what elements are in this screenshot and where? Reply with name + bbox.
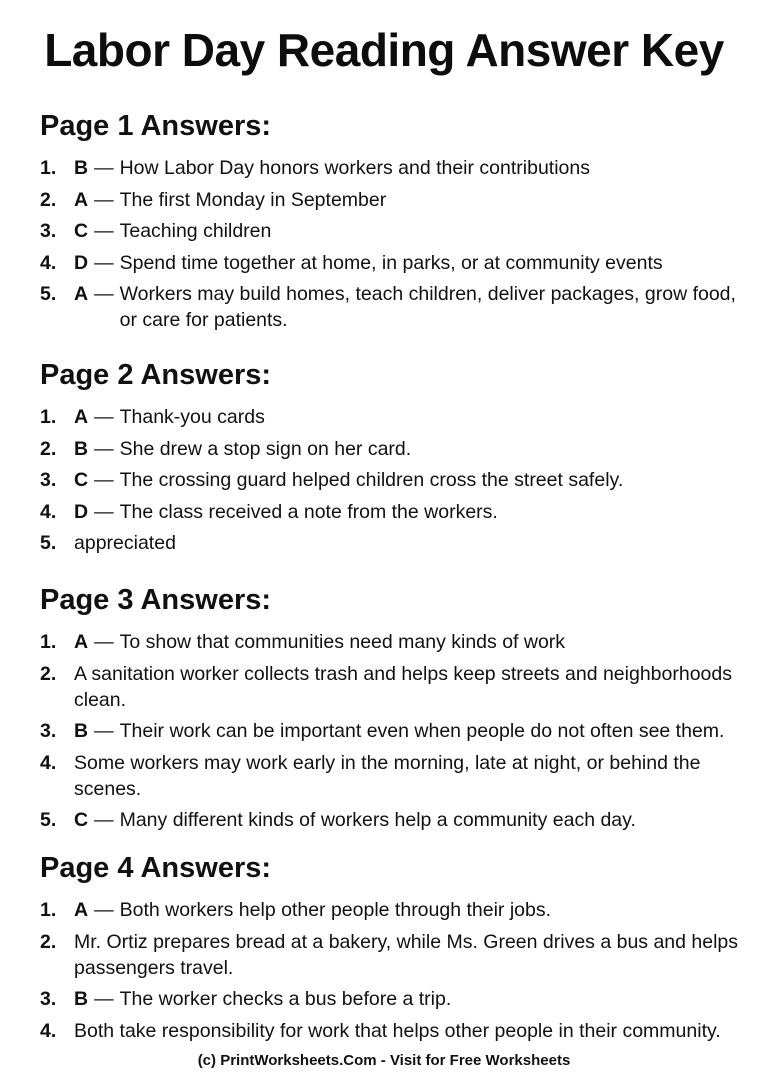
- answer-body: [74, 530, 176, 556]
- answer-number: 1.: [40, 157, 57, 179]
- answer-dash: —: [94, 899, 114, 921]
- answer-list: [40, 155, 740, 333]
- answer-dash: —: [94, 437, 114, 460]
- answer-text: Their work can be important even when people do not often see them.: [119, 720, 725, 742]
- answer-dash: —: [94, 157, 114, 179]
- answer-body: [74, 281, 740, 333]
- answer-item: [40, 629, 740, 655]
- answer-letter: A: [74, 631, 89, 653]
- answer-text: Mr. Ortiz prepares bread at a bakery, while Ms. Green drives a bus and helps passengers travel.: [74, 930, 739, 979]
- answer-dash: —: [94, 406, 114, 428]
- answer-number: 5.: [40, 283, 57, 305]
- answer-item: [40, 281, 740, 333]
- answer-dash: —: [94, 988, 114, 1010]
- answer-dash: —: [94, 500, 114, 523]
- answer-letter: D: [74, 251, 89, 274]
- answer-body: [74, 155, 590, 181]
- answer-body: [74, 897, 551, 923]
- answer-body: [74, 467, 623, 493]
- answer-text: appreciated: [74, 532, 176, 554]
- answer-body: [74, 750, 740, 802]
- answer-item: [40, 218, 740, 244]
- answer-list: [40, 897, 740, 1044]
- answer-letter: B: [74, 437, 89, 460]
- answer-body: [74, 629, 565, 655]
- answer-item: [40, 897, 740, 923]
- answer-item: [40, 250, 740, 276]
- answer-number: 4.: [40, 751, 57, 774]
- answer-letter: A: [74, 899, 89, 921]
- answer-body: [74, 404, 265, 430]
- answer-number: 3.: [40, 469, 57, 491]
- answer-body: [74, 807, 636, 833]
- answer-number: 5.: [40, 532, 57, 554]
- answer-body: [74, 250, 663, 276]
- answer-dash: —: [94, 809, 114, 831]
- answer-number: 1.: [40, 631, 57, 653]
- section-heading: Page 4 Answers:: [40, 852, 272, 884]
- page-title: Labor Day Reading Answer Key: [44, 24, 724, 76]
- footer-credit: (c) PrintWorksheets.Com - Visit for Free Worksheets: [197, 1052, 571, 1069]
- answer-body: [74, 986, 451, 1012]
- answer-dash: —: [94, 283, 114, 305]
- section-heading: Page 2 Answers:: [40, 359, 272, 391]
- answer-text: Spend time together at home, in parks, or at community events: [119, 251, 663, 274]
- answer-letter: C: [74, 809, 89, 831]
- answer-item: [40, 404, 740, 430]
- answer-number: 2.: [40, 188, 57, 211]
- answer-text: She drew a stop sign on her card.: [119, 437, 412, 460]
- answer-item: [40, 155, 740, 181]
- answer-dash: —: [94, 188, 114, 211]
- answer-list: [40, 629, 740, 833]
- answer-letter: B: [74, 720, 89, 742]
- answer-text: Workers may build homes, teach children, deliver packages, grow food, or care for patients.: [119, 283, 736, 331]
- answer-text: Both take responsibility for work that helps other people in their community.: [74, 1019, 721, 1042]
- answer-number: 4.: [40, 500, 57, 523]
- answer-dash: —: [94, 220, 114, 242]
- answer-number: 5.: [40, 809, 57, 831]
- section-page-2: [40, 356, 740, 562]
- answer-number: 4.: [40, 1019, 57, 1042]
- answer-body: [74, 436, 411, 462]
- answer-item: [40, 986, 740, 1012]
- answer-dash: —: [94, 720, 114, 742]
- answer-number: 2.: [40, 437, 57, 460]
- answer-body: [74, 661, 740, 713]
- answer-body: [74, 1018, 721, 1044]
- answer-text: A sanitation worker collects trash and helps keep streets and neighborhoods clean.: [74, 662, 732, 711]
- answer-number: 1.: [40, 899, 57, 921]
- section-page-4: [40, 849, 740, 1049]
- section-page-1: [40, 107, 740, 339]
- answer-text: To show that communities need many kinds of work: [119, 631, 566, 653]
- answer-item: [40, 530, 740, 556]
- answer-body: [74, 499, 498, 525]
- answer-number: 2.: [40, 930, 57, 953]
- answer-body: [74, 187, 386, 213]
- answer-letter: B: [74, 988, 89, 1010]
- answer-body: [74, 718, 724, 744]
- answer-list: [40, 404, 740, 556]
- section-page-3: [40, 581, 740, 839]
- answer-letter: B: [74, 157, 89, 179]
- answer-number: 2.: [40, 662, 57, 685]
- answer-text: Many different kinds of workers help a community each day.: [119, 809, 636, 831]
- section-heading: Page 1 Answers:: [40, 110, 272, 142]
- section-heading: Page 3 Answers:: [40, 584, 272, 616]
- answer-number: 3.: [40, 220, 57, 242]
- answer-dash: —: [94, 469, 114, 491]
- answer-letter: C: [74, 469, 89, 491]
- answer-text: The class received a note from the workers.: [119, 500, 498, 523]
- answer-letter: A: [74, 283, 89, 305]
- answer-text: How Labor Day honors workers and their contributions: [119, 157, 590, 179]
- answer-letter: A: [74, 188, 89, 211]
- answer-text: Some workers may work early in the morning, late at night, or behind the scenes.: [74, 751, 701, 800]
- answer-text: The worker checks a bus before a trip.: [119, 988, 452, 1010]
- answer-dash: —: [94, 251, 114, 274]
- answer-item: [40, 467, 740, 493]
- answer-item: [40, 807, 740, 833]
- answer-text: Teaching children: [119, 220, 272, 242]
- answer-number: 1.: [40, 406, 57, 428]
- answer-item: [40, 1018, 740, 1044]
- answer-text: The crossing guard helped children cross the street safely.: [119, 469, 624, 491]
- answer-text: Thank-you cards: [119, 406, 265, 428]
- answer-number: 3.: [40, 720, 57, 742]
- answer-item: [40, 718, 740, 744]
- answer-item: [40, 661, 740, 713]
- answer-item: [40, 750, 740, 802]
- answer-item: [40, 436, 740, 462]
- answer-letter: D: [74, 500, 89, 523]
- answer-item: [40, 499, 740, 525]
- answer-number: 4.: [40, 251, 57, 274]
- answer-body: [74, 929, 740, 981]
- answer-item: [40, 187, 740, 213]
- answer-body: [74, 218, 271, 244]
- answer-number: 3.: [40, 988, 57, 1010]
- answer-text: The first Monday in September: [119, 188, 387, 211]
- answer-letter: A: [74, 406, 89, 428]
- answer-text: Both workers help other people through their jobs.: [119, 899, 552, 921]
- answer-item: [40, 929, 740, 981]
- answer-letter: C: [74, 220, 89, 242]
- answer-dash: —: [94, 631, 114, 653]
